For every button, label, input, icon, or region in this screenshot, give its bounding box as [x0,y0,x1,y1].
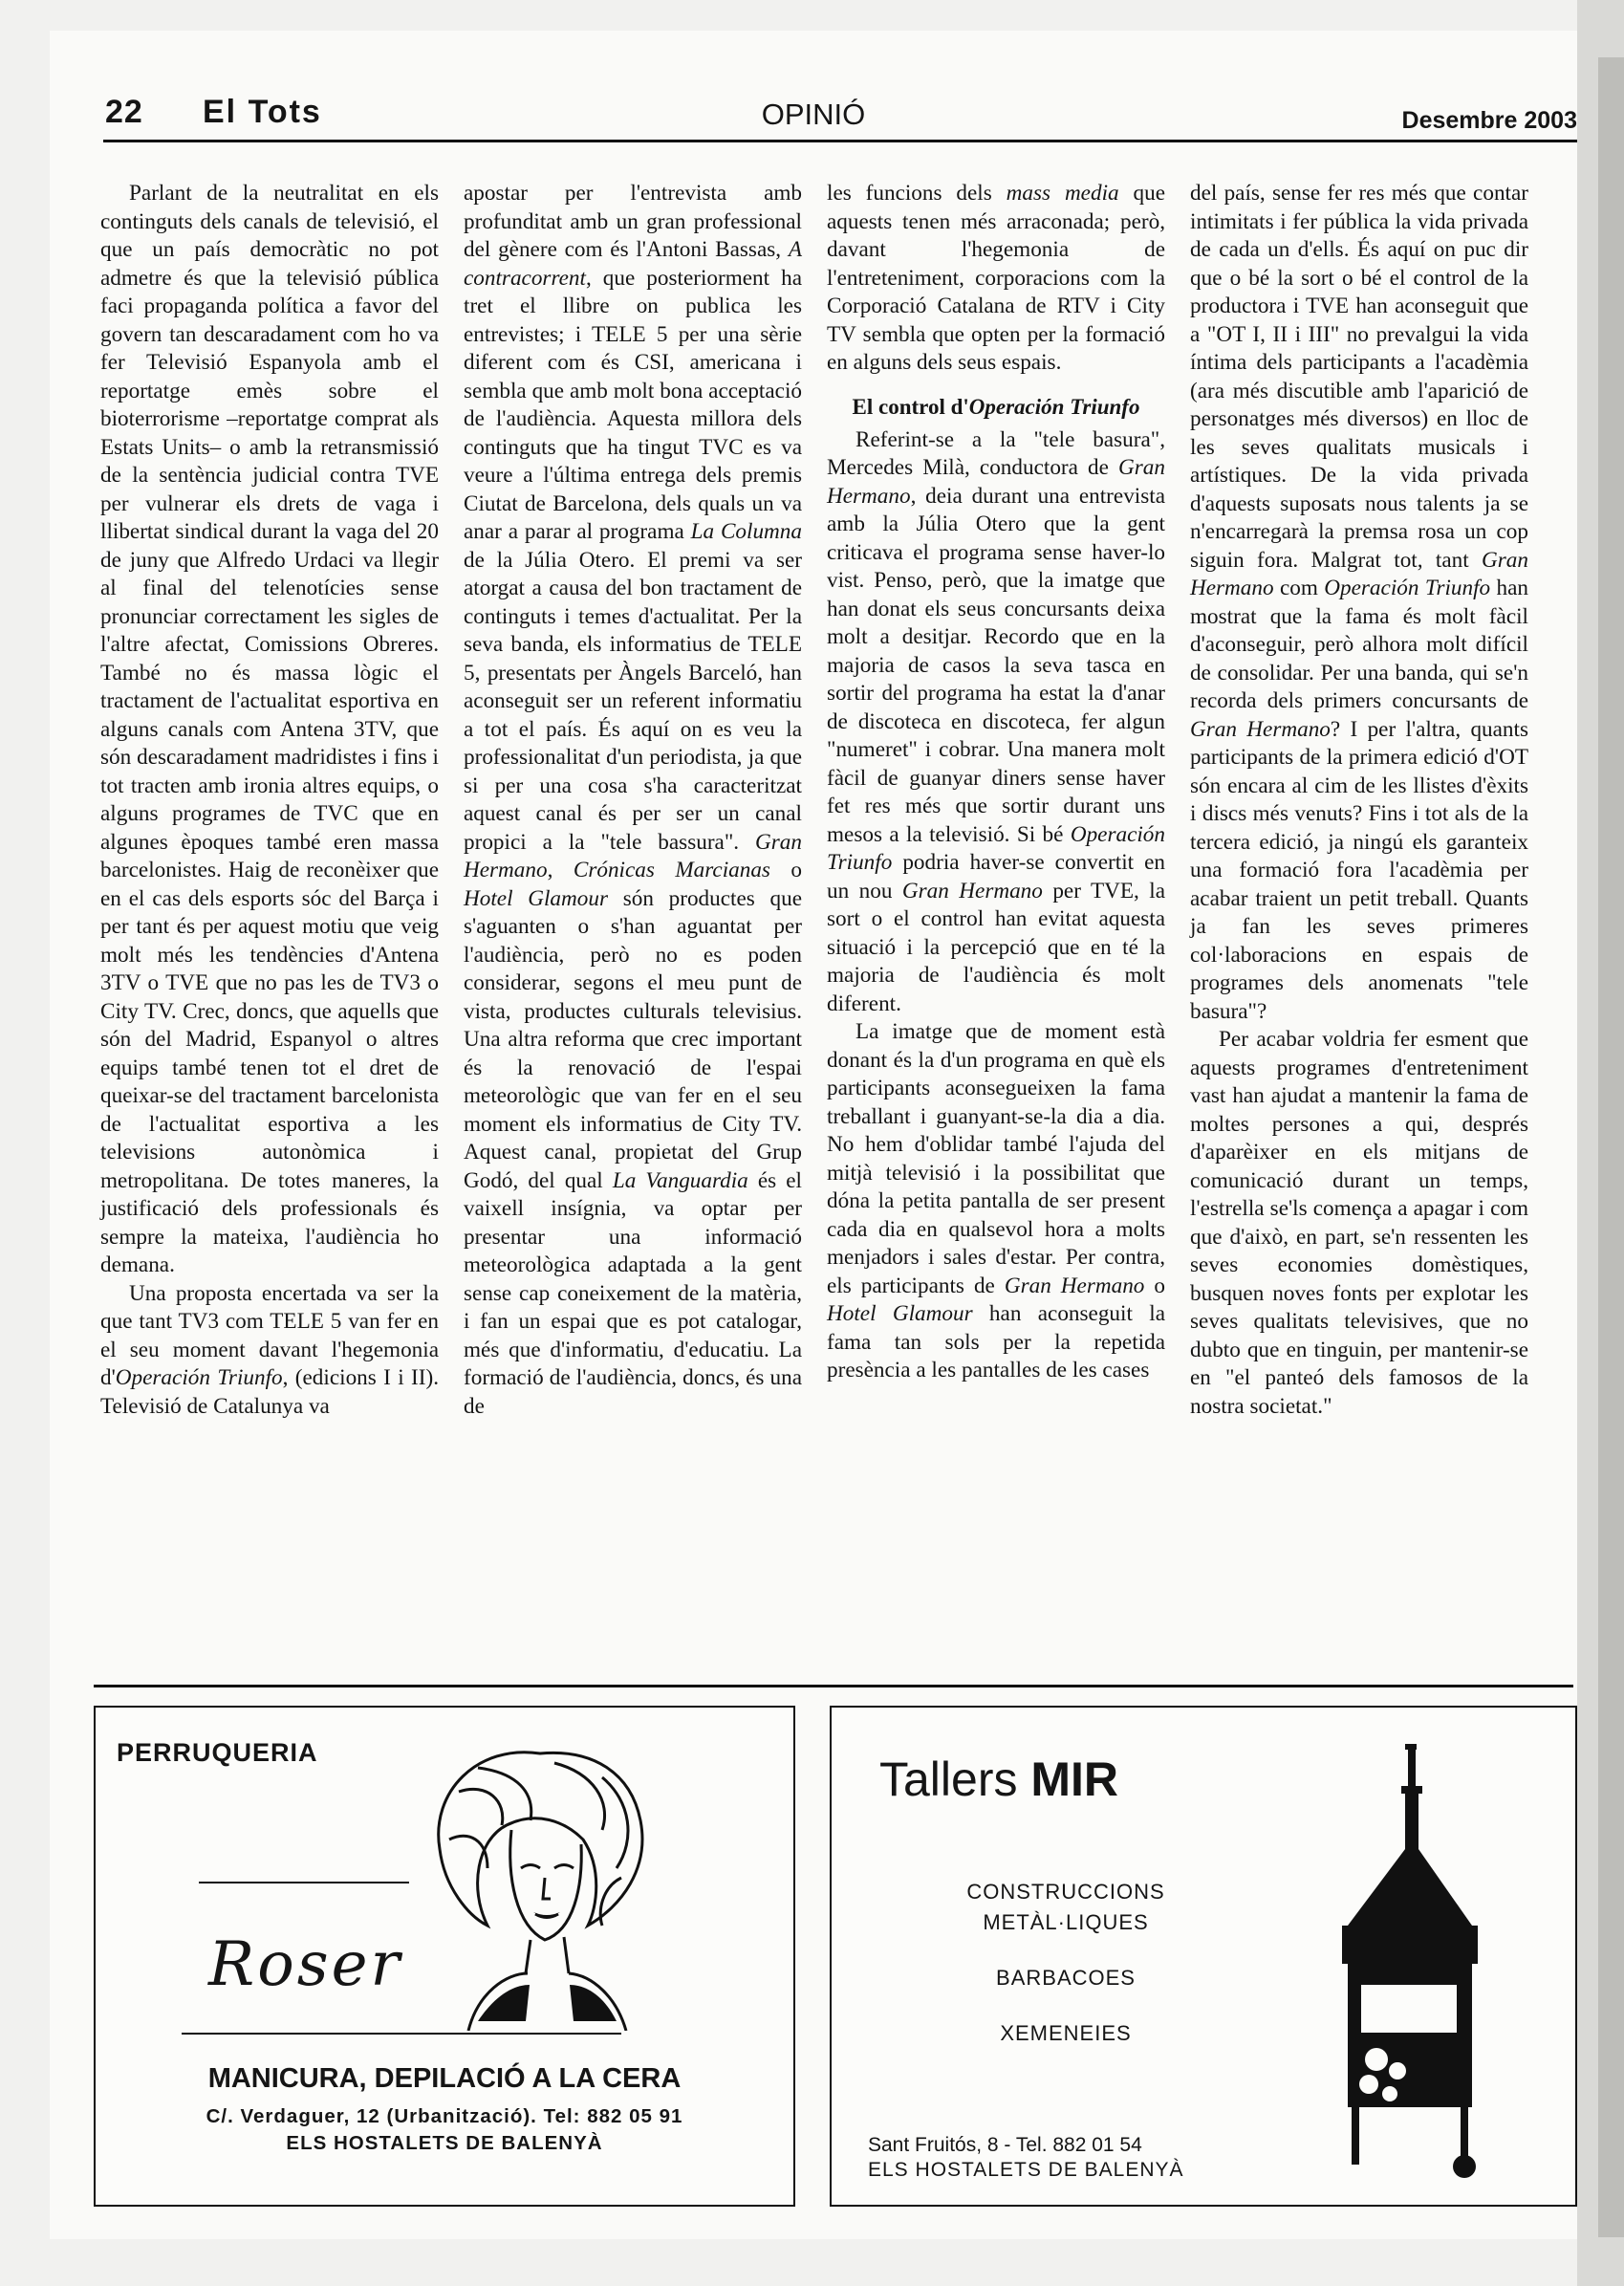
ad-service-item: XEMENEIES [1000,2021,1132,2045]
ad-brand: Tallers MIR [879,1753,1119,1806]
paragraph: Parlant de la neutralitat en els continguts dels canals de televisió, el que un país democràtic no pot admetre és que la televisió pública faci propaganda política a favor del govern tan descaradament com ho va fer Televisió Espanyola amb el reportatge emès sobre el bioterrorisme –reportatge comprat als Estats Units– o amb la retransmissió de la sentència judicial contra TVE per vulnerar els drets de vaga i llibertat sindical durant la vaga del 20 de juny que Alfredo Urdaci va llegir al final del telenotícies sense pronunciar correctament les sigles de l'altre afectat, Comissions Obreres. També no és massa lògic el tractament de l'actualitat esportiva en alguns canals com Antena 3TV, que són descaradament madridistes i fins i tot tracten amb ironia altres equips, o alguns programes de TVC que en algunes èpoques també eren massa barcelonistes. Haig de reconèixer que en el cas dels esports sóc del Barça i per tant és per aquest motiu que veig molt més les tendències d'Antena 3TV o TVE que no pas les de TV3 o City TV. Crec, doncs, que aquells que són del Madrid, Espanyol o altres equips també tenen tot el dret de queixar-se del tractament barcelonista de l'actualitat esportiva a les televisions autonòmica i metropolitana. De totes maneres, la justificació dels professionals és sempre la mateixa, l'audiència ho demana. [100,181,439,1277]
article-column-3 [827,180,1165,1385]
section-title: OPINIÓ [761,98,866,131]
ad-divider [182,2033,621,2035]
ad-address: C/. Verdaguer, 12 (Urbanització). Tel: 882 05 91 [206,2105,683,2127]
paragraph: Una proposta encertada va ser la que tant TV3 com TELE 5 van fer en el seu moment davant l'hegemonia d'Operación Triunfo, (edicions I i II). Televisió de Catalunya va [100,1280,439,1419]
ad-service-item: CONSTRUCCIONS [966,1880,1165,1904]
barbecue-grill-illustration-icon [1329,1734,1491,2184]
article-column-1 [100,180,439,1421]
ad-divider [199,1882,409,1883]
ads-separator-rule [94,1685,1573,1687]
page-number: 22 [105,94,143,130]
ad-service-item: BARBACOES [996,1966,1136,1990]
paragraph: del país, sense fer res més que contar intimitats i fer pública la vida privada de cada un d'ells. És aquí on puc dir que o bé la sort o bé el control de la productora i TVE han aconseguit que a "OT I, II i III" no prevalgui la vida íntima dels participants a l'acadèmia (ara més discutible amb l'aparició de personatges més diversos) en lloc de les seves qualitats musicals i artístiques. De la vida privada d'aquests suposats nous talents ja se n'encarregarà la premsa rosa un cop siguin fora. Malgrat tot, tant Gran Hermano com Operación Triunfo han mostrat que la fama és molt fàcil d'aconseguir, però alhora molt difícil de consolidar. Per una banda, qui se'n recorda dels primers concursants de Gran Hermano? I per l'altra, quants participants de la primera edició d'OT són encara al cim de les llistes d'èxits i discs més venuts? Fins i tot als de la tercera edició, ja ningú els garanteix una formació fora l'acadèmia per acabar traient un petit treball. Quants ja fan les seves primeres col·laboracions en espais de programes dels anomenats "tele basura"? [1190,181,1528,1024]
magazine-page [50,31,1577,2239]
scan-page-edge-shadow [1598,57,1624,2237]
subheading: El control d'Operación Triunfo [852,394,1140,419]
ad-town: ELS HOSTALETS DE BALENYÀ [868,2159,1184,2181]
woman-portrait-illustration-icon [411,1734,669,2031]
ad-service-item: METÀL·LIQUES [983,1910,1149,1934]
ad-title: PERRUQUERIA [117,1738,318,1767]
ad-business-name: Roser [208,1929,403,2000]
header-rule [103,140,1577,142]
ad-town: ELS HOSTALETS DE BALENYÀ [286,2132,603,2154]
advertisement-perruqueria [94,1706,795,2207]
publication-name: El Tots [203,94,322,130]
article-column-4 [1190,180,1528,1421]
paragraph: Per acabar voldria fer esment que aquests programes d'entreteniment vast han ajudat a mantenir la fama de moltes persones a qui, després d'aparèixer en els mitjans de comunicació durant un temps, l'estrella se'ls comença a apagar i com que d'això, en part, se'n ressenten les seves economies domèstiques, busquen noves fonts per explotar les seves qualitats televisives, que no dubto que en tinguin, per mantenir-se en "el panteó dels famosos de la nostra societat." [1190,1027,1528,1419]
ad-address: Sant Fruitós, 8 - Tel. 882 01 54 [868,2134,1142,2156]
paragraph: Referint-se a la "tele basura", Mercedes Milà, conductora de Gran Hermano, deia durant una entrevista amb la Júlia Otero que la gent criticava el programa sense haver-lo vist. Penso, però, que la imatge que han donat els seus concursants deixa molt a desitjar. Recordo que en la majoria de casos la seva tasca en sortir del programa ha estat la d'anar de discoteca en discoteca, fer algun "numeret" i cobrar. Una manera molt fàcil de guanyar diners sense haver fet res més que sortir durant uns mesos a la televisió. Si bé Operación Triunfo podria haver-se convertit en un nou Gran Hermano per TVE, la sort o el control han evitat aquesta situació i la percepció que en té la majoria de l'audiència és molt diferent. [827,426,1166,1016]
issue-date: Desembre 2003 [1401,107,1577,134]
article-column-2 [464,180,802,1421]
advertisement-tallers-mir [830,1706,1577,2207]
ad-services: MANICURA, DEPILACIÓ A LA CERA [207,2063,682,2094]
paragraph: La imatge que de moment està donant és la d'un programa en què els participants aconsegueixen la fama treballant i guanyant-se-la dia a dia. No hem d'oblidar també l'ajuda del mitjà televisió i la possibilitat que dóna la petita pantalla de ser present cada dia en qualsevol hora a molts menjadors i sales d'estar. Per contra, els participants de Gran Hermano o Hotel Glamour han aconseguit la fama tan sols per la repetida presència a les pantalles de les cases [827,1019,1166,1382]
paragraph: apostar per l'entrevista amb profunditat amb un gran professional del gènere com és l'Antoni Bassas, A contracorrent, que posteriorment ha tret el llibre on publica les entrevistes; i TELE 5 per una sèrie diferent com és CSI, americana i sembla que amb molt bona acceptació de l'audiència. Aquesta millora dels continguts que ha tingut TVC es va veure a l'última entrega dels premis Ciutat de Barcelona, dels quals un va anar a parar al programa La Columna de la Júlia Otero. El premi va ser atorgat a causa del bon tractament de continguts i temes d'actualitat. Per la seva banda, els informatius de TELE 5, presentats per Àngels Barceló, han aconseguit ser un referent informatiu a tot el país. És aquí on es veu la professionalitat d'un periodista, ja que si per una cosa s'ha caracteritzat aquest canal és per ser un canal propici a la "tele bassura". Gran Hermano, Crónicas Marcianas o Hotel Glamour són productes que s'aguanten o s'han aguantat per l'audiència, però no es poden considerar, segons el meu punt de vista, productes culturals televisius. Una altra reforma que crec important és la renovació de l'espai meteorològic que van fer en el seu moment els informatius de City TV. Aquest canal, propietat del Grup Godó, del qual La Vanguardia és el vaixell insígnia, va optar per presentar una informació meteorològica adaptada a la gent sense cap coneixement de la matèria, i fan un espai que es pot catalogar, més que d'informatiu, d'educatiu. La formació de l'audiència, doncs, és una de [464,181,803,1419]
paragraph: les funcions dels mass media que aquests tenen més arraconada; però, davant l'hegemonia de l'entreteniment, corporacions com la Corporació Catalana de RTV i City TV sembla que opten per la formació en alguns dels seus espais. [827,181,1165,375]
